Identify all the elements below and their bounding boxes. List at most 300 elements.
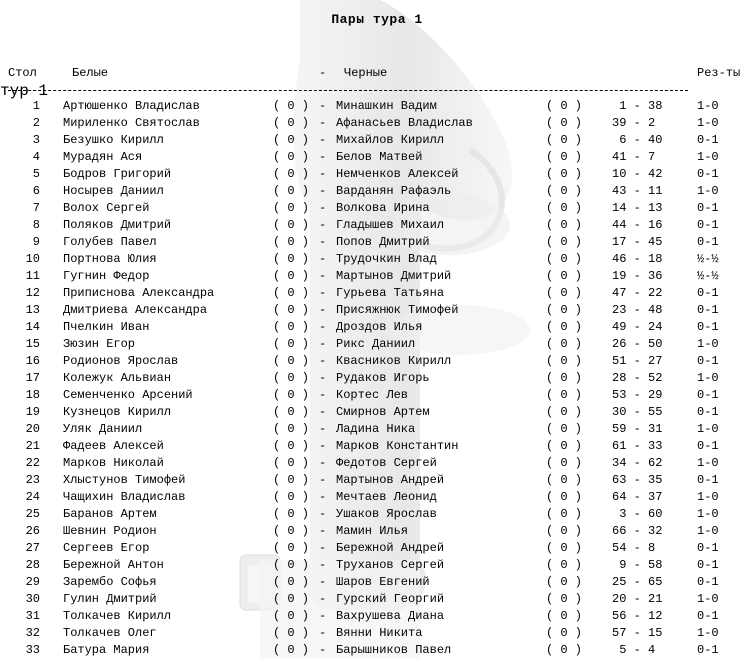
board-number: 9 bbox=[32, 235, 40, 249]
table-row bbox=[0, 285, 754, 302]
table-row bbox=[0, 625, 754, 642]
white-points: ( 0 ) bbox=[273, 269, 310, 283]
separator: - bbox=[319, 167, 327, 181]
black-points: ( 0 ) bbox=[546, 490, 583, 504]
white-player: Чащихин Владислав bbox=[63, 490, 186, 504]
table-row bbox=[0, 574, 754, 591]
black-points: ( 0 ) bbox=[546, 184, 583, 198]
pairing-numbers: 6 - 40 bbox=[612, 133, 663, 147]
black-player: Афанасьев Владислав bbox=[336, 116, 473, 130]
black-player: Присяжнюк Тимофей bbox=[336, 303, 459, 317]
white-player: Батура Мария bbox=[63, 643, 150, 657]
white-points: ( 0 ) bbox=[273, 592, 310, 606]
separator: - bbox=[319, 269, 327, 283]
result: 0-1 bbox=[697, 218, 719, 232]
white-points: ( 0 ) bbox=[273, 150, 310, 164]
pairing-numbers: 23 - 48 bbox=[612, 303, 663, 317]
board-number: 2 bbox=[32, 116, 40, 130]
black-points: ( 0 ) bbox=[546, 167, 583, 181]
pairing-numbers: 63 - 35 bbox=[612, 473, 663, 487]
black-points: ( 0 ) bbox=[546, 609, 583, 623]
separator: - bbox=[319, 490, 327, 504]
table-row bbox=[0, 472, 754, 489]
board-number: 15 bbox=[25, 337, 40, 351]
pairing-numbers: 44 - 16 bbox=[612, 218, 663, 232]
black-player: Мечтаев Леонид bbox=[336, 490, 437, 504]
board-number: 24 bbox=[25, 490, 40, 504]
board-number: 12 bbox=[25, 286, 40, 300]
pairing-numbers: 14 - 13 bbox=[612, 201, 663, 215]
black-player: Смирнов Артем bbox=[336, 405, 430, 419]
header-black: Черные bbox=[344, 66, 388, 80]
separator: - bbox=[319, 592, 327, 606]
white-player: Безушко Кирилл bbox=[63, 133, 164, 147]
separator: - bbox=[319, 643, 327, 657]
white-points: ( 0 ) bbox=[273, 235, 310, 249]
board-number: 4 bbox=[32, 150, 40, 164]
white-player: Носырев Даниил bbox=[63, 184, 164, 198]
separator: - bbox=[319, 235, 327, 249]
black-player: Труханов Сергей bbox=[336, 558, 445, 572]
result: 0-1 bbox=[697, 473, 719, 487]
black-player: Рикс Даниил bbox=[336, 337, 416, 351]
separator: - bbox=[319, 626, 327, 640]
table-row bbox=[0, 200, 754, 217]
white-points: ( 0 ) bbox=[273, 490, 310, 504]
white-points: ( 0 ) bbox=[273, 507, 310, 521]
white-player: Поляков Дмитрий bbox=[63, 218, 172, 232]
black-player: Гладышев Михаил bbox=[336, 218, 445, 232]
table-row bbox=[0, 523, 754, 540]
separator: - bbox=[319, 473, 327, 487]
result: 0-1 bbox=[697, 167, 719, 181]
white-points: ( 0 ) bbox=[273, 116, 310, 130]
white-points: ( 0 ) bbox=[273, 405, 310, 419]
white-points: ( 0 ) bbox=[273, 133, 310, 147]
pairing-numbers: 41 - 7 bbox=[612, 150, 656, 164]
black-player: Немченков Алексей bbox=[336, 167, 459, 181]
white-points: ( 0 ) bbox=[273, 456, 310, 470]
pairing-numbers: 20 - 21 bbox=[612, 592, 663, 606]
white-player: Кузнецов Кирилл bbox=[63, 405, 172, 419]
white-player: Волох Сергей bbox=[63, 201, 150, 215]
black-player: Белов Матвей bbox=[336, 150, 423, 164]
board-number: 13 bbox=[25, 303, 40, 317]
black-player: Дроздов Илья bbox=[336, 320, 423, 334]
board-number: 27 bbox=[25, 541, 40, 555]
board-number: 17 bbox=[25, 371, 40, 385]
black-points: ( 0 ) bbox=[546, 235, 583, 249]
table-row bbox=[0, 506, 754, 523]
table-row bbox=[0, 115, 754, 132]
black-player: Шаров Евгений bbox=[336, 575, 430, 589]
pairing-numbers: 57 - 15 bbox=[612, 626, 663, 640]
result: 0-1 bbox=[697, 235, 719, 249]
white-player: Дмитриева Александра bbox=[63, 303, 208, 317]
table-row bbox=[0, 404, 754, 421]
result: 1-0 bbox=[697, 371, 719, 385]
result: 0-1 bbox=[697, 303, 719, 317]
header-result: Рез-ты bbox=[697, 66, 741, 80]
white-player: Толкачев Кирилл bbox=[63, 609, 172, 623]
separator: - bbox=[319, 422, 327, 436]
black-player: Волкова Ирина bbox=[336, 201, 430, 215]
black-points: ( 0 ) bbox=[546, 473, 583, 487]
pairing-numbers: 53 - 29 bbox=[612, 388, 663, 402]
pairing-numbers: 26 - 50 bbox=[612, 337, 663, 351]
white-points: ( 0 ) bbox=[273, 609, 310, 623]
pairing-numbers: 56 - 12 bbox=[612, 609, 663, 623]
black-player: Гурьева Татьяна bbox=[336, 286, 445, 300]
black-points: ( 0 ) bbox=[546, 575, 583, 589]
white-player: Портнова Юлия bbox=[63, 252, 157, 266]
table-row bbox=[0, 98, 754, 115]
black-points: ( 0 ) bbox=[546, 626, 583, 640]
result: 1-0 bbox=[697, 456, 719, 470]
pairing-numbers: 43 - 11 bbox=[612, 184, 663, 198]
board-number: 23 bbox=[25, 473, 40, 487]
white-points: ( 0 ) bbox=[273, 524, 310, 538]
header-divider bbox=[8, 90, 688, 91]
board-number: 28 bbox=[25, 558, 40, 572]
black-points: ( 0 ) bbox=[546, 252, 583, 266]
board-number: 5 bbox=[32, 167, 40, 181]
black-points: ( 0 ) bbox=[546, 354, 583, 368]
white-points: ( 0 ) bbox=[273, 439, 310, 453]
separator: - bbox=[319, 320, 327, 334]
result: 1-0 bbox=[697, 184, 719, 198]
white-player: Родионов Ярослав bbox=[63, 354, 179, 368]
result: 1-0 bbox=[697, 490, 719, 504]
result: 0-1 bbox=[697, 439, 719, 453]
white-points: ( 0 ) bbox=[273, 575, 310, 589]
board-number: 1 bbox=[32, 99, 40, 113]
black-points: ( 0 ) bbox=[546, 592, 583, 606]
result: 1-0 bbox=[697, 150, 719, 164]
black-points: ( 0 ) bbox=[546, 558, 583, 572]
pairing-numbers: 9 - 58 bbox=[612, 558, 663, 572]
white-points: ( 0 ) bbox=[273, 167, 310, 181]
black-player: Марков Константин bbox=[336, 439, 459, 453]
black-player: Гурский Георгий bbox=[336, 592, 445, 606]
table-row bbox=[0, 319, 754, 336]
pairing-numbers: 30 - 55 bbox=[612, 405, 663, 419]
white-points: ( 0 ) bbox=[273, 201, 310, 215]
white-points: ( 0 ) bbox=[273, 388, 310, 402]
white-player: Хлыстунов Тимофей bbox=[63, 473, 186, 487]
result: 0-1 bbox=[697, 133, 719, 147]
separator: - bbox=[319, 507, 327, 521]
pairing-numbers: 47 - 22 bbox=[612, 286, 663, 300]
pairing-numbers: 25 - 65 bbox=[612, 575, 663, 589]
white-player: Шевнин Родион bbox=[63, 524, 157, 538]
board-number: 10 bbox=[25, 252, 40, 266]
separator: - bbox=[319, 99, 327, 113]
result: 1-0 bbox=[697, 592, 719, 606]
result: 0-1 bbox=[697, 643, 719, 657]
black-points: ( 0 ) bbox=[546, 524, 583, 538]
table-row bbox=[0, 302, 754, 319]
black-points: ( 0 ) bbox=[546, 541, 583, 555]
black-points: ( 0 ) bbox=[546, 201, 583, 215]
board-number: 7 bbox=[32, 201, 40, 215]
separator: - bbox=[319, 286, 327, 300]
pairing-numbers: 34 - 62 bbox=[612, 456, 663, 470]
board-number: 19 bbox=[25, 405, 40, 419]
pairing-numbers: 46 - 18 bbox=[612, 252, 663, 266]
result: 0-1 bbox=[697, 541, 719, 555]
black-points: ( 0 ) bbox=[546, 133, 583, 147]
white-points: ( 0 ) bbox=[273, 643, 310, 657]
separator: - bbox=[319, 541, 327, 555]
table-row bbox=[0, 353, 754, 370]
result: 1-0 bbox=[697, 337, 719, 351]
white-points: ( 0 ) bbox=[273, 541, 310, 555]
white-points: ( 0 ) bbox=[273, 320, 310, 334]
table-row bbox=[0, 591, 754, 608]
separator: - bbox=[319, 184, 327, 198]
table-row bbox=[0, 642, 754, 659]
pairing-numbers: 66 - 32 bbox=[612, 524, 663, 538]
black-player: Мамин Илья bbox=[336, 524, 409, 538]
white-points: ( 0 ) bbox=[273, 337, 310, 351]
board-number: 22 bbox=[25, 456, 40, 470]
table-row bbox=[0, 217, 754, 234]
white-player: Приписнова Александра bbox=[63, 286, 215, 300]
black-points: ( 0 ) bbox=[546, 371, 583, 385]
white-points: ( 0 ) bbox=[273, 218, 310, 232]
pairing-numbers: 17 - 45 bbox=[612, 235, 663, 249]
pairing-numbers: 61 - 33 bbox=[612, 439, 663, 453]
white-player: Бодров Григорий bbox=[63, 167, 172, 181]
white-player: Баранов Артем bbox=[63, 507, 157, 521]
separator: - bbox=[319, 575, 327, 589]
white-player: Марков Николай bbox=[63, 456, 164, 470]
separator: - bbox=[319, 439, 327, 453]
black-points: ( 0 ) bbox=[546, 303, 583, 317]
black-player: Кортес Лев bbox=[336, 388, 409, 402]
table-row bbox=[0, 608, 754, 625]
board-number: 33 bbox=[25, 643, 40, 657]
result: 0-1 bbox=[697, 405, 719, 419]
table-row bbox=[0, 251, 754, 268]
table-row bbox=[0, 557, 754, 574]
white-player: Гулин Дмитрий bbox=[63, 592, 157, 606]
white-points: ( 0 ) bbox=[273, 99, 310, 113]
board-number: 8 bbox=[32, 218, 40, 232]
separator: - bbox=[319, 303, 327, 317]
black-player: Барышников Павел bbox=[336, 643, 452, 657]
black-points: ( 0 ) bbox=[546, 269, 583, 283]
black-points: ( 0 ) bbox=[546, 320, 583, 334]
result: ½-½ bbox=[697, 269, 719, 283]
board-number: 30 bbox=[25, 592, 40, 606]
white-player: Фадеев Алексей bbox=[63, 439, 164, 453]
white-player: Бережной Антон bbox=[63, 558, 164, 572]
board-number: 6 bbox=[32, 184, 40, 198]
table-row bbox=[0, 489, 754, 506]
white-player: Артюшенко Владислав bbox=[63, 99, 200, 113]
black-player: Трудочкин Влад bbox=[336, 252, 437, 266]
white-points: ( 0 ) bbox=[273, 286, 310, 300]
result: 1-0 bbox=[697, 99, 719, 113]
result: 0-1 bbox=[697, 201, 719, 215]
table-header bbox=[0, 65, 754, 82]
result: 1-0 bbox=[697, 626, 719, 640]
separator: - bbox=[319, 388, 327, 402]
board-number: 11 bbox=[25, 269, 40, 283]
header-board: Стол bbox=[8, 66, 37, 80]
header-dash: - bbox=[319, 66, 327, 80]
board-number: 29 bbox=[25, 575, 40, 589]
board-number: 31 bbox=[25, 609, 40, 623]
white-points: ( 0 ) bbox=[273, 184, 310, 198]
table-row bbox=[0, 268, 754, 285]
board-number: 16 bbox=[25, 354, 40, 368]
result: 0-1 bbox=[697, 388, 719, 402]
table-row bbox=[0, 438, 754, 455]
black-player: Ладина Ника bbox=[336, 422, 416, 436]
separator: - bbox=[319, 150, 327, 164]
white-points: ( 0 ) bbox=[273, 252, 310, 266]
result: 0-1 bbox=[697, 286, 719, 300]
black-player: Мартынов Андрей bbox=[336, 473, 445, 487]
black-player: Ушаков Ярослав bbox=[336, 507, 437, 521]
table-row bbox=[0, 387, 754, 404]
result: 0-1 bbox=[697, 558, 719, 572]
white-player: Гугнин Федор bbox=[63, 269, 150, 283]
white-player: Пчелкин Иван bbox=[63, 320, 150, 334]
black-player: Мартынов Дмитрий bbox=[336, 269, 452, 283]
page-title: Пары тура 1 bbox=[331, 12, 423, 27]
white-points: ( 0 ) bbox=[273, 558, 310, 572]
pairing-numbers: 19 - 36 bbox=[612, 269, 663, 283]
black-points: ( 0 ) bbox=[546, 422, 583, 436]
separator: - bbox=[319, 201, 327, 215]
table-row bbox=[0, 540, 754, 557]
board-number: 25 bbox=[25, 507, 40, 521]
pairing-numbers: 10 - 42 bbox=[612, 167, 663, 181]
white-points: ( 0 ) bbox=[273, 473, 310, 487]
white-points: ( 0 ) bbox=[273, 626, 310, 640]
result: 0-1 bbox=[697, 320, 719, 334]
separator: - bbox=[319, 116, 327, 130]
pairing-numbers: 54 - 8 bbox=[612, 541, 656, 555]
separator: - bbox=[319, 354, 327, 368]
pairing-numbers: 28 - 52 bbox=[612, 371, 663, 385]
table-row bbox=[0, 455, 754, 472]
black-player: Вахрушева Диана bbox=[336, 609, 445, 623]
black-player: Бережной Андрей bbox=[336, 541, 445, 555]
white-points: ( 0 ) bbox=[273, 371, 310, 385]
separator: - bbox=[319, 133, 327, 147]
white-player: Зюзин Егор bbox=[63, 337, 136, 351]
black-player: Квасников Кирилл bbox=[336, 354, 452, 368]
black-player: Михайлов Кирилл bbox=[336, 133, 445, 147]
black-player: Федотов Сергей bbox=[336, 456, 437, 470]
white-player: Мурадян Ася bbox=[63, 150, 143, 164]
white-player: Зарембо Софья bbox=[63, 575, 157, 589]
result: 0-1 bbox=[697, 609, 719, 623]
white-points: ( 0 ) bbox=[273, 422, 310, 436]
black-points: ( 0 ) bbox=[546, 439, 583, 453]
board-number: 20 bbox=[25, 422, 40, 436]
white-player: Уляк Даниил bbox=[63, 422, 143, 436]
black-player: Попов Дмитрий bbox=[336, 235, 430, 249]
white-player: Сергеев Егор bbox=[63, 541, 150, 555]
black-points: ( 0 ) bbox=[546, 286, 583, 300]
result: 1-0 bbox=[697, 422, 719, 436]
board-number: 3 bbox=[32, 133, 40, 147]
white-points: ( 0 ) bbox=[273, 354, 310, 368]
table-row bbox=[0, 370, 754, 387]
pairings-table bbox=[0, 98, 754, 659]
header-white: Белые bbox=[72, 66, 109, 80]
white-player: Толкачев Олег bbox=[63, 626, 157, 640]
black-player: Вянни Никита bbox=[336, 626, 423, 640]
pairing-numbers: 3 - 60 bbox=[612, 507, 663, 521]
white-player: Мириленко Святослав bbox=[63, 116, 200, 130]
black-player: Минашкин Вадим bbox=[336, 99, 437, 113]
result: 0-1 bbox=[697, 354, 719, 368]
white-points: ( 0 ) bbox=[273, 303, 310, 317]
separator: - bbox=[319, 252, 327, 266]
table-row bbox=[0, 336, 754, 353]
black-points: ( 0 ) bbox=[546, 99, 583, 113]
black-points: ( 0 ) bbox=[546, 337, 583, 351]
separator: - bbox=[319, 371, 327, 385]
separator: - bbox=[319, 609, 327, 623]
board-number: 18 bbox=[25, 388, 40, 402]
black-player: Варданян Рафаэль bbox=[336, 184, 452, 198]
separator: - bbox=[319, 524, 327, 538]
pairing-numbers: 39 - 2 bbox=[612, 116, 656, 130]
pairing-numbers: 59 - 31 bbox=[612, 422, 663, 436]
result: 0-1 bbox=[697, 575, 719, 589]
separator: - bbox=[319, 456, 327, 470]
board-number: 26 bbox=[25, 524, 40, 538]
result: 1-0 bbox=[697, 524, 719, 538]
table-row bbox=[0, 183, 754, 200]
black-points: ( 0 ) bbox=[546, 218, 583, 232]
black-points: ( 0 ) bbox=[546, 405, 583, 419]
separator: - bbox=[319, 558, 327, 572]
white-player: Семенченко Арсений bbox=[63, 388, 193, 402]
board-number: 14 bbox=[25, 320, 40, 334]
separator: - bbox=[319, 337, 327, 351]
table-row bbox=[0, 132, 754, 149]
table-row bbox=[0, 421, 754, 438]
black-points: ( 0 ) bbox=[546, 150, 583, 164]
black-points: ( 0 ) bbox=[546, 507, 583, 521]
result: 1-0 bbox=[697, 116, 719, 130]
pairing-numbers: 1 - 38 bbox=[612, 99, 663, 113]
black-player: Рудаков Игорь bbox=[336, 371, 430, 385]
table-row bbox=[0, 166, 754, 183]
board-number: 21 bbox=[25, 439, 40, 453]
table-row bbox=[0, 149, 754, 166]
white-player: Голубев Павел bbox=[63, 235, 157, 249]
table-row bbox=[0, 234, 754, 251]
black-points: ( 0 ) bbox=[546, 643, 583, 657]
black-points: ( 0 ) bbox=[546, 116, 583, 130]
result: ½-½ bbox=[697, 252, 719, 266]
black-points: ( 0 ) bbox=[546, 456, 583, 470]
result: 1-0 bbox=[697, 507, 719, 521]
separator: - bbox=[319, 218, 327, 232]
pairing-numbers: 64 - 37 bbox=[612, 490, 663, 504]
separator: - bbox=[319, 405, 327, 419]
